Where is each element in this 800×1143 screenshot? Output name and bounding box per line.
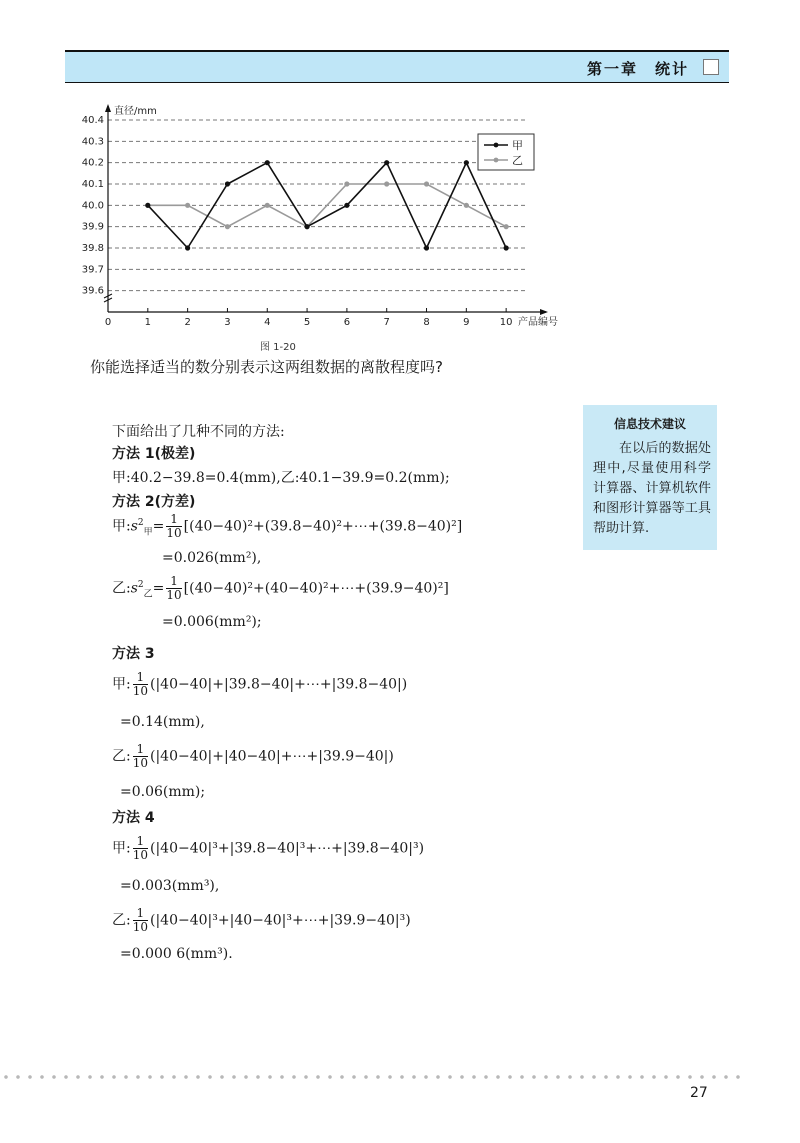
data-point <box>344 203 349 208</box>
variance-symbol: s <box>130 580 138 597</box>
yi-label: 乙: <box>112 580 131 597</box>
page-number: 27 <box>690 1085 708 1101</box>
x-tick-label: 4 <box>264 317 271 328</box>
x-tick-label: 9 <box>463 317 470 328</box>
y-tick-label: 40.3 <box>81 136 104 148</box>
x-tick-label: 8 <box>423 317 430 328</box>
data-point <box>145 203 150 208</box>
fraction-one-tenth <box>166 513 181 540</box>
figure-caption: 图 1-20 <box>260 342 296 353</box>
y-tick-label: 40.0 <box>81 200 104 212</box>
equals-sign: = <box>152 518 165 535</box>
variance-symbol: s <box>130 518 138 535</box>
method4-jia-formula <box>112 835 424 862</box>
legend-swatch-dot <box>494 143 499 148</box>
chapter-title: 第一章 统计 <box>586 60 689 78</box>
data-point <box>504 245 509 250</box>
fraction-denominator: 10 <box>132 684 148 698</box>
method3-jia-formula <box>112 671 407 698</box>
x-axis-arrow-icon <box>540 309 548 315</box>
y-tick-label: 39.8 <box>81 243 104 254</box>
x-tick-label: 6 <box>343 317 351 328</box>
method2-yi-formula <box>112 575 449 602</box>
x-tick-label: 3 <box>224 317 231 328</box>
intro-text: 下面给出了几种不同的方法: <box>112 424 285 440</box>
method2-jia-formula <box>112 513 462 540</box>
y-tick-label: 39.9 <box>81 221 104 233</box>
header-square-icon <box>703 59 719 75</box>
jia-label: 甲: <box>112 518 131 535</box>
method3-yi-result: =0.06(mm); <box>120 784 206 800</box>
fraction-denominator: 10 <box>132 848 148 862</box>
cube-jia-body: (|40−40|³+|39.8−40|³+⋯+|39.8−40|³) <box>150 840 425 857</box>
x-tick-label: 10 <box>499 317 513 328</box>
footer-dot-divider <box>0 1074 740 1080</box>
legend-swatch-dot <box>494 158 499 163</box>
fraction-numerator: 1 <box>133 835 148 849</box>
fraction-numerator: 1 <box>166 575 181 589</box>
data-point <box>384 181 389 186</box>
method1-formula: 甲:40.2−39.8=0.4(mm),乙:40.1−39.9=0.2(mm); <box>112 470 450 486</box>
x-tick-label: 2 <box>184 317 191 328</box>
diameter-line-chart <box>80 100 560 336</box>
fraction-numerator: 1 <box>133 671 148 685</box>
data-point <box>185 245 190 250</box>
method2-yi-result: =0.006(mm²); <box>162 614 262 630</box>
fraction-denominator: 10 <box>132 756 148 770</box>
yi-label: 乙: <box>112 748 131 765</box>
method3-jia-result: =0.14(mm), <box>120 714 205 730</box>
y-tick-label: 40.1 <box>81 179 104 190</box>
method2-title: 方法 2(方差) <box>112 494 196 510</box>
abs-jia-body: (|40−40|+|39.8−40|+⋯+|39.8−40|) <box>150 676 408 693</box>
legend-label: 乙 <box>512 154 523 167</box>
data-point <box>344 181 349 186</box>
question-text: 你能选择适当的数分别表示这两组数据的离散程度吗? <box>90 358 443 376</box>
variance-sub: 甲 <box>143 527 153 538</box>
fraction-denominator: 10 <box>166 526 182 540</box>
data-point <box>504 224 509 229</box>
fraction-numerator: 1 <box>133 743 148 757</box>
x-axis-label: 产品编号 <box>518 317 558 328</box>
x-tick-label: 5 <box>303 317 311 328</box>
fraction-numerator: 1 <box>133 907 148 921</box>
variance-sup: 2 <box>137 579 144 590</box>
y-tick-label: 40.4 <box>81 115 104 126</box>
chapter-header-band <box>65 50 729 83</box>
data-point <box>185 203 190 208</box>
variance-sup: 2 <box>137 517 144 528</box>
data-point <box>265 203 270 208</box>
y-tick-label: 40.2 <box>81 157 104 169</box>
fraction-numerator: 1 <box>166 513 181 527</box>
data-point <box>304 224 309 229</box>
data-point <box>424 181 429 186</box>
info-tech-suggestion-box <box>583 405 717 550</box>
abs-yi-body: (|40−40|+|40−40|+⋯+|39.9−40|) <box>150 748 394 765</box>
method1-title: 方法 1(极差) <box>112 446 196 462</box>
sidebox-title: 信息技术建议 <box>613 417 686 431</box>
x-tick-label: 7 <box>383 317 390 328</box>
variance-jia-body: [(40−40)²+(39.8−40)²+⋯+(39.8−40)²] <box>183 518 463 535</box>
data-point <box>464 203 469 208</box>
fraction-one-tenth <box>166 575 181 602</box>
variance-yi-body: [(40−40)²+(40−40)²+⋯+(39.9−40)²] <box>183 580 449 597</box>
fraction-denominator: 10 <box>132 920 148 934</box>
data-point <box>225 224 230 229</box>
cube-yi-body: (|40−40|³+|40−40|³+⋯+|39.9−40|³) <box>150 912 411 929</box>
fraction-one-tenth <box>133 835 148 862</box>
method3-title: 方法 3 <box>112 646 155 662</box>
method3-yi-formula <box>112 743 394 770</box>
method4-yi-result: =0.000 6(mm³). <box>120 946 233 962</box>
method4-title: 方法 4 <box>112 810 155 826</box>
fraction-denominator: 10 <box>166 588 182 602</box>
variance-sub: 乙 <box>143 589 153 600</box>
yi-label: 乙: <box>112 912 131 929</box>
data-point <box>424 245 429 250</box>
data-point <box>464 160 469 165</box>
y-tick-label: 39.6 <box>81 285 104 297</box>
legend-box <box>478 134 534 170</box>
fraction-one-tenth <box>133 907 148 934</box>
fraction-one-tenth <box>133 743 148 770</box>
equals-sign: = <box>152 580 165 597</box>
data-point <box>225 181 230 186</box>
x-tick-label: 1 <box>144 317 152 328</box>
data-point <box>265 160 270 165</box>
jia-label: 甲: <box>112 676 131 693</box>
sidebox-text: 在以后的数据处理中,尽量使用科学计算器、计算机软件和图形计算器等工具帮助计算. <box>593 441 711 536</box>
legend-label: 甲 <box>512 139 523 152</box>
fraction-one-tenth <box>133 671 148 698</box>
y-axis-arrow-icon <box>105 104 111 112</box>
method4-yi-formula <box>112 907 411 934</box>
data-point <box>384 160 389 165</box>
method2-jia-result: =0.026(mm²), <box>162 550 262 566</box>
x-tick-label: 0 <box>104 317 112 328</box>
method4-jia-result: =0.003(mm³), <box>120 878 220 894</box>
y-axis-label: 直径/mm <box>114 106 157 117</box>
jia-label: 甲: <box>112 840 131 857</box>
y-tick-label: 39.7 <box>81 264 104 276</box>
